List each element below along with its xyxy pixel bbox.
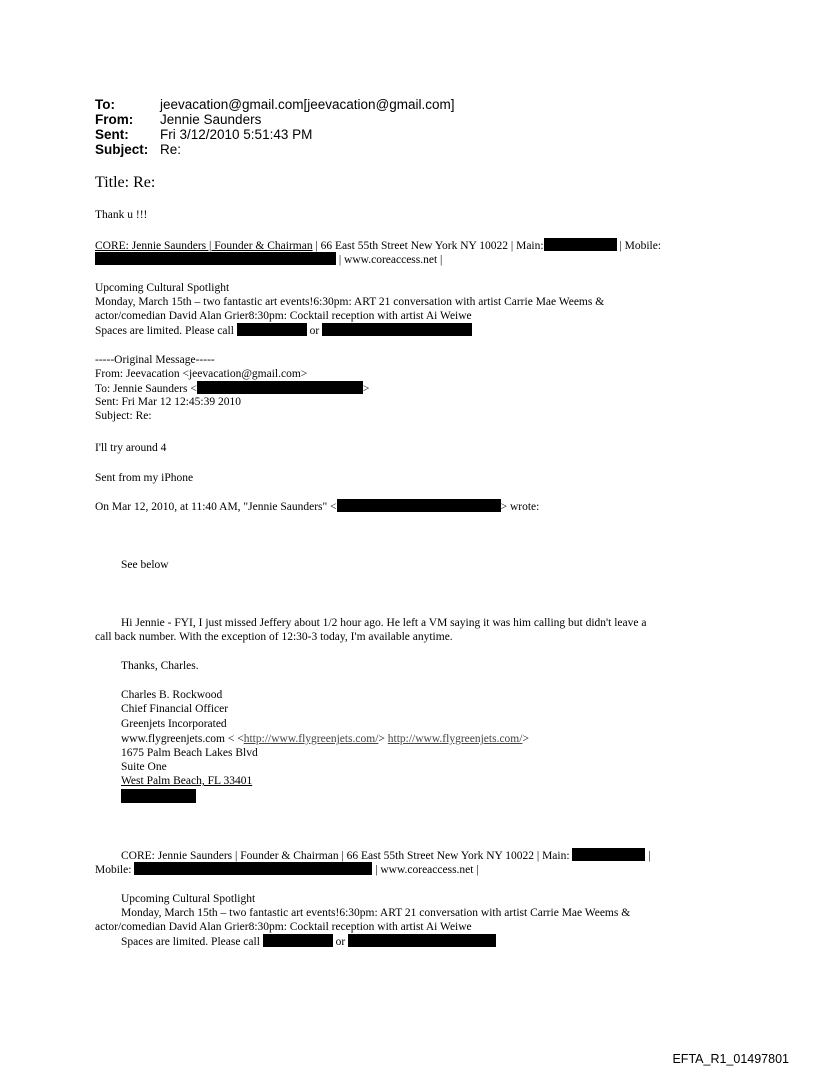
redaction-block bbox=[263, 934, 333, 947]
see-below: See below bbox=[121, 559, 169, 571]
signature1-web: | www.coreaccess.net | bbox=[336, 254, 443, 266]
sent-label: Sent: bbox=[95, 127, 129, 142]
header-subject-row bbox=[95, 142, 695, 157]
original-subject: Subject: Re: bbox=[95, 410, 152, 422]
original-sent: Sent: Fri Mar 12 12:45:39 2010 bbox=[95, 396, 241, 408]
from-value: Jennie Saunders bbox=[160, 112, 262, 127]
charles-name: Charles B. Rockwood bbox=[121, 689, 223, 701]
header-to-row bbox=[95, 97, 695, 112]
charles-link-sep: > bbox=[378, 733, 388, 745]
charles-street: 1675 Palm Beach Lakes Blvd bbox=[121, 747, 258, 759]
signature1-name-role: CORE: Jennie Saunders | Founder & Chairman bbox=[95, 240, 313, 252]
redaction-block bbox=[197, 381, 363, 394]
redaction-block bbox=[348, 934, 496, 947]
sent-value: Fri 3/12/2010 5:51:43 PM bbox=[160, 127, 313, 142]
original-divider: -----Original Message----- bbox=[95, 354, 215, 366]
quote-header bbox=[95, 499, 539, 514]
signature1-line1 bbox=[95, 238, 661, 253]
spotlight2-or: or bbox=[332, 936, 349, 948]
original-to bbox=[95, 381, 369, 396]
redaction-block bbox=[134, 862, 372, 875]
subject-value: Re: bbox=[160, 142, 182, 157]
redaction-block bbox=[322, 323, 472, 336]
redaction-block bbox=[337, 499, 501, 512]
spotlight2-call-text: Spaces are limited. Please call bbox=[121, 936, 260, 948]
spotlight1-line1: Monday, March 15th – two fantastic art events!6:30pm: ART 21 conversation with artist Carrie Mae Weems & bbox=[95, 296, 605, 308]
charles-thanks: Thanks, Charles. bbox=[121, 660, 199, 672]
reply-body: I'll try around 4 bbox=[95, 442, 167, 454]
quote-header-suffix: > wrote: bbox=[500, 501, 540, 513]
charles-redacted-line bbox=[121, 789, 196, 805]
spotlight1-call-line bbox=[95, 323, 472, 338]
redaction-block bbox=[572, 848, 645, 861]
signature2-line1 bbox=[121, 848, 651, 863]
charles-web-suffix: > bbox=[522, 733, 529, 745]
header-sent-row bbox=[95, 127, 695, 142]
signature2-mobile-label: Mobile: bbox=[95, 864, 132, 876]
spotlight1-call-text: Spaces are limited. Please call bbox=[95, 325, 234, 337]
signature2-line2 bbox=[95, 862, 479, 877]
original-to-prefix: To: Jennie Saunders < bbox=[95, 383, 197, 395]
redaction-block bbox=[237, 323, 307, 336]
spotlight1-or: or bbox=[306, 325, 323, 337]
redaction-block bbox=[544, 238, 617, 251]
original-to-suffix: > bbox=[362, 383, 370, 395]
spotlight2-line1: Monday, March 15th – two fantastic art events!6:30pm: ART 21 conversation with artist Carrie Mae Weems & bbox=[121, 907, 631, 919]
signature1-line2 bbox=[95, 252, 442, 267]
header-from-row bbox=[95, 112, 695, 127]
quote-header-prefix: On Mar 12, 2010, at 11:40 AM, "Jennie Saunders" < bbox=[95, 501, 337, 513]
spotlight1-heading: Upcoming Cultural Spotlight bbox=[95, 282, 230, 294]
thank-you-line: Thank u !!! bbox=[95, 209, 148, 221]
signature2-line1-end: | bbox=[648, 850, 651, 862]
original-from: From: Jeevacation <jeevacation@gmail.com> bbox=[95, 368, 308, 380]
subject-label: Subject: bbox=[95, 142, 149, 157]
spotlight1-line2: actor/comedian David Alan Grier8:30pm: Cocktail reception with artist Ai Weiwe bbox=[95, 310, 472, 322]
charles-company: Greenjets Incorporated bbox=[121, 718, 227, 730]
spotlight2-heading: Upcoming Cultural Spotlight bbox=[121, 893, 256, 905]
to-value: jeevacation@gmail.com[jeevacation@gmail.com] bbox=[160, 97, 455, 112]
charles-role: Chief Financial Officer bbox=[121, 703, 229, 715]
charles-web-prefix: www.flygreenjets.com < < bbox=[121, 733, 244, 745]
signature2-main-text: CORE: Jennie Saunders | Founder & Chairman | 66 East 55th Street New York NY 10022 | Main: bbox=[121, 850, 570, 862]
flygreenjets-link-2[interactable]: http://www.flygreenjets.com/ bbox=[387, 733, 523, 745]
redaction-block bbox=[95, 252, 336, 265]
redaction-block bbox=[121, 789, 196, 803]
charles-suite: Suite One bbox=[121, 761, 167, 773]
spotlight2-line2: actor/comedian David Alan Grier8:30pm: Cocktail reception with artist Ai Weiwe bbox=[95, 921, 472, 933]
to-label: To: bbox=[95, 97, 115, 112]
spotlight2-call-line bbox=[121, 934, 496, 949]
signature1-mobile-label: | Mobile: bbox=[616, 240, 662, 252]
charles-message-line2: call back number. With the exception of 12:30-3 today, I'm available anytime. bbox=[95, 631, 453, 643]
document-id: EFTA_R1_01497801 bbox=[672, 1052, 789, 1066]
document-title: Title: Re: bbox=[95, 174, 156, 191]
charles-city: West Palm Beach, FL 33401 bbox=[121, 775, 253, 787]
from-label: From: bbox=[95, 112, 134, 127]
flygreenjets-link-1[interactable]: http://www.flygreenjets.com/ bbox=[243, 733, 379, 745]
charles-message-line1: Hi Jennie - FYI, I just missed Jeffery about 1/2 hour ago. He left a VM saying it was him calling but didn't leave a bbox=[121, 617, 647, 629]
signature2-web: | www.coreaccess.net | bbox=[372, 864, 479, 876]
signature1-address: | 66 East 55th Street New York NY 10022 | Main: bbox=[312, 240, 544, 252]
sent-from-line: Sent from my iPhone bbox=[95, 472, 194, 484]
charles-website bbox=[121, 732, 529, 746]
